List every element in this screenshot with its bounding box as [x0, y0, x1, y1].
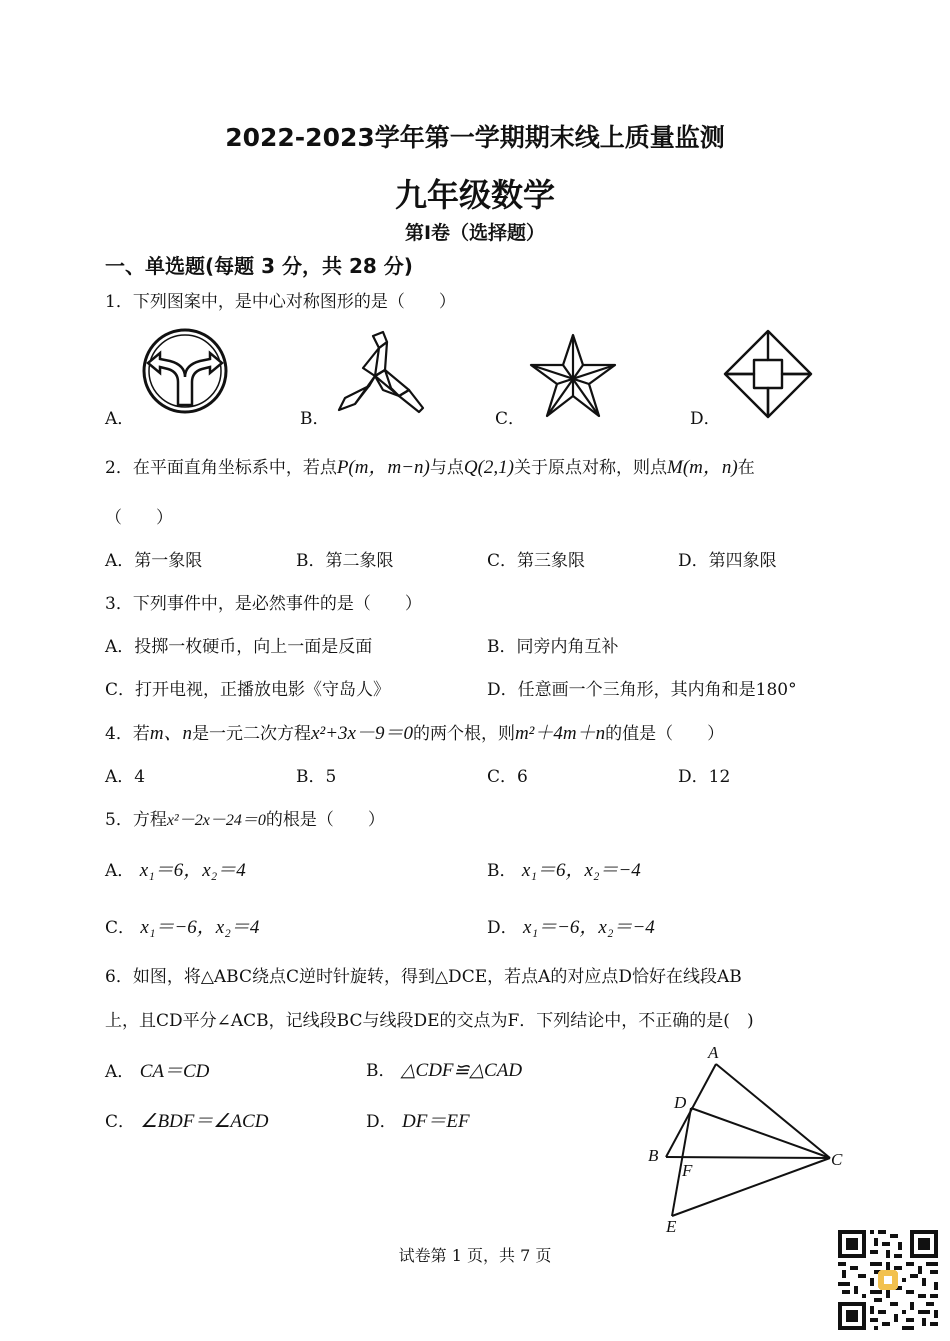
q1-figure-a-arrows — [138, 327, 233, 417]
q1-figure-b-pinwheel — [335, 330, 430, 420]
q1-option-b-label: B． — [300, 409, 330, 429]
q1-figure-d-square — [722, 328, 814, 420]
q2-option-a: A．第一象限 — [105, 551, 203, 571]
q5-option-a-math: x₁＝6，x₂＝4 — [139, 860, 246, 881]
q2-point-m: M(m，n) — [667, 457, 738, 478]
q6-stem-line2: 上，且CD平分∠ACB，记线段BC与线段DE的交点为F．下列结论中，不正确的是( ) — [105, 1011, 754, 1031]
q6-option-a-label: A． — [105, 1062, 135, 1082]
q3-option-c: C．打开电视，正播放电影《守岛人》 — [105, 680, 391, 700]
q6-option-b-math: △CDF≌△CAD — [400, 1060, 523, 1081]
q5-option-c — [105, 912, 259, 939]
label-e: E — [666, 1217, 677, 1236]
q4-roots-mn: m、n — [149, 723, 193, 744]
segment-ec — [672, 1158, 830, 1216]
q6-stem-line1: 6．如图，将△ABC绕点C逆时针旋转，得到△DCE，若点A的对应点D恰好在线段AB — [105, 967, 742, 987]
q3-option-d: D．任意画一个三角形，其内角和是180° — [487, 680, 797, 700]
segment-dc — [691, 1108, 830, 1158]
q5-option-c-label: C． — [105, 918, 136, 938]
q4-option-a: A．4 — [105, 767, 146, 787]
q2-text-4: 在 — [737, 458, 755, 478]
q5-option-b — [487, 855, 641, 882]
q6-option-d-math: DF＝EF — [402, 1111, 470, 1132]
subject-title: 九年级数学 — [394, 176, 555, 214]
q4-text-3: 的两个根，则 — [412, 724, 515, 744]
q5-text-2: 的根是（ ） — [265, 810, 385, 830]
q1-option-a-label: A． — [105, 409, 135, 429]
label-c: C — [831, 1150, 843, 1169]
q5-option-d-label: D． — [487, 918, 518, 938]
q4-text-1: 4．若 — [105, 724, 150, 744]
q5-option-d — [487, 912, 655, 939]
volume-subtitle: 第Ⅰ卷（选择题） — [404, 222, 546, 244]
q2-answer-paren: （ ） — [105, 508, 173, 528]
label-f: F — [682, 1161, 693, 1180]
q2-text-1: 2．在平面直角坐标系中，若点 — [105, 458, 337, 478]
q5-option-d-math: x₁＝−6，x₂＝−4 — [523, 917, 655, 938]
label-d: D — [674, 1093, 687, 1112]
q4-option-b: B．5 — [296, 767, 337, 787]
q5-option-c-math: x₁＝−6，x₂＝4 — [140, 917, 260, 938]
segment-ac — [716, 1064, 830, 1158]
q6-option-c-label: C． — [105, 1112, 136, 1132]
q6-option-d — [366, 1106, 470, 1133]
q2-option-d: D．第四象限 — [678, 551, 777, 571]
segment-bc — [666, 1157, 830, 1158]
q2-text-3: 关于原点对称，则点 — [514, 458, 667, 478]
exam-title: 2022-2023学年第一学期期末线上质量监测 — [225, 123, 725, 152]
q5-option-a-label: A． — [105, 861, 135, 881]
page-footer: 试卷第 1 页，共 7 页 — [398, 1246, 552, 1265]
q4-equation: x²+3x－9＝0 — [311, 723, 413, 744]
q2-point-q: Q(2,1) — [463, 457, 514, 478]
q1-option-c-label: C． — [495, 409, 526, 429]
q6-option-b — [366, 1056, 522, 1082]
q6-option-c — [105, 1106, 268, 1133]
q2-stem — [105, 452, 755, 479]
q6-option-b-label: B． — [366, 1061, 396, 1081]
label-a: A — [708, 1043, 719, 1062]
q5-option-b-label: B． — [487, 861, 517, 881]
q6-option-d-label: D． — [366, 1112, 397, 1132]
q4-text-2: 是一元二次方程 — [192, 724, 312, 744]
q1-stem: 1．下列图案中，是中心对称图形的是（ ） — [105, 292, 456, 312]
q2-option-b: B．第二象限 — [296, 551, 394, 571]
q3-option-b: B．同旁内角互补 — [487, 637, 619, 657]
q2-option-c: C．第三象限 — [487, 551, 586, 571]
q4-text-4: 的值是（ ） — [605, 724, 725, 744]
q4-option-d: D．12 — [678, 767, 731, 787]
q1-figure-c-star — [527, 332, 619, 420]
qr-code-icon[interactable] — [838, 1230, 938, 1330]
q6-option-a-math: CA＝CD — [139, 1061, 210, 1082]
q2-text-2: 与点 — [429, 458, 464, 478]
q4-expression: m²＋4m＋n — [514, 723, 606, 744]
q5-text-1: 5．方程 — [105, 810, 167, 830]
q3-stem: 3．下列事件中，是必然事件的是（ ） — [105, 594, 422, 614]
q6-option-a — [105, 1056, 209, 1083]
q4-option-c: C．6 — [487, 767, 528, 787]
q6-triangle-figure — [640, 1040, 860, 1240]
q5-option-a — [105, 855, 246, 882]
q1-option-d-label: D． — [690, 409, 721, 429]
q5-equation: x²－2x－24＝0 — [166, 812, 266, 829]
q2-point-p: P(m，m−n) — [336, 457, 430, 478]
q5-option-b-math: x₁＝6，x₂＝−4 — [521, 860, 641, 881]
q6-option-c-math: ∠BDF＝∠ACD — [140, 1111, 269, 1132]
q3-option-a: A．投掷一枚硬币，向上一面是反面 — [105, 637, 373, 657]
q5-stem — [105, 805, 385, 830]
label-b: B — [648, 1146, 659, 1165]
q4-stem — [105, 718, 724, 745]
section-heading: 一、单选题(每题 3 分，共 28 分) — [105, 254, 413, 278]
